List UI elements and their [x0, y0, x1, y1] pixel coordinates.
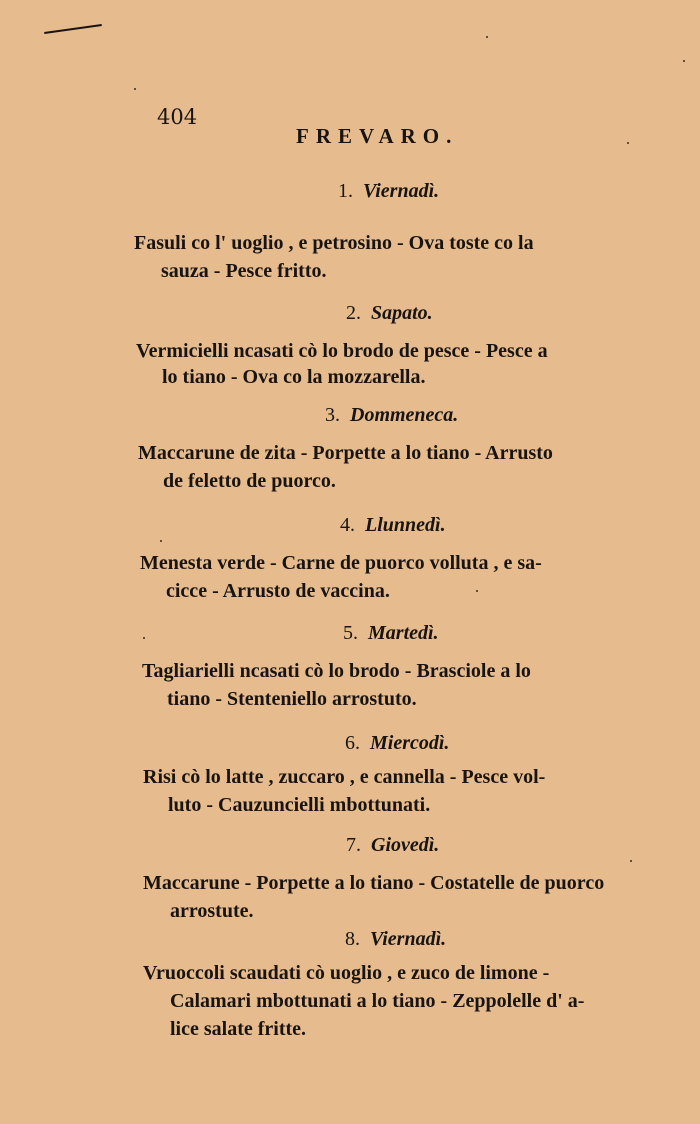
- day-number: 3.: [325, 404, 340, 426]
- menu-line: lice salate fritte.: [170, 1018, 307, 1040]
- month-title: FREVARO.: [296, 124, 459, 148]
- menu-line: Vruoccoli scaudati cò uoglio , e zuco de limone -: [143, 962, 550, 984]
- day-heading: [338, 178, 439, 203]
- day-number: 1.: [338, 180, 353, 202]
- day-name: Viernadì.: [370, 928, 447, 950]
- day-name: Miercodì.: [370, 732, 450, 754]
- day-number: 7.: [346, 834, 361, 856]
- day-heading: [325, 402, 458, 427]
- print-speck: [134, 88, 136, 90]
- day-name: Martedì.: [368, 622, 439, 644]
- print-speck: [630, 860, 632, 862]
- day-name: Dommeneca.: [350, 404, 459, 426]
- menu-line: Calamari mbottunati a lo tiano - Zeppolelle d' a-: [170, 990, 585, 1012]
- day-number: 5.: [343, 622, 358, 644]
- menu-line: Maccarune - Porpette a lo tiano - Costatelle de puorco: [143, 872, 605, 894]
- menu-line: Tagliarielli ncasati cò lo brodo - Brasciole a lo: [142, 660, 531, 682]
- menu-line: lo tiano - Ova co la mozzarella.: [162, 366, 426, 388]
- menu-line: de feletto de puorco.: [163, 470, 336, 492]
- menu-line: arrostute.: [170, 900, 254, 922]
- print-speck: [160, 540, 162, 542]
- menu-line: luto - Cauzuncielli mbottunati.: [168, 794, 431, 816]
- day-heading: [345, 926, 446, 951]
- printer-rule: [44, 24, 102, 34]
- day-number: 6.: [345, 732, 360, 754]
- print-speck: [143, 637, 145, 639]
- print-speck: [627, 142, 629, 144]
- print-speck: [476, 590, 478, 592]
- print-speck: [486, 36, 488, 38]
- day-name: Llunnedì.: [365, 514, 446, 536]
- menu-line: Menesta verde - Carne de puorco volluta , e sa-: [140, 552, 542, 574]
- day-number: 8.: [345, 928, 360, 950]
- menu-line: Risi cò lo latte , zuccaro , e cannella - Pesce vol-: [143, 766, 546, 788]
- day-name: Sapato.: [371, 302, 433, 324]
- day-heading: [346, 832, 439, 857]
- print-speck: [683, 60, 685, 62]
- menu-line: Vermicielli ncasati cò lo brodo de pesce - Pesce a: [136, 340, 548, 362]
- day-number: 4.: [340, 514, 355, 536]
- menu-line: sauza - Pesce fritto.: [161, 260, 327, 282]
- day-heading: [343, 620, 439, 645]
- page-number: 404: [157, 105, 198, 129]
- day-heading: [345, 730, 449, 755]
- day-heading: [346, 300, 433, 325]
- menu-line: cicce - Arrusto de vaccina.: [166, 580, 390, 602]
- day-name: Viernadì.: [363, 180, 440, 202]
- menu-line: tiano - Stenteniello arrostuto.: [167, 688, 417, 710]
- menu-line: Fasuli co l' uoglio , e petrosino - Ova toste co la: [134, 232, 534, 254]
- day-name: Giovedì.: [371, 834, 440, 856]
- day-number: 2.: [346, 302, 361, 324]
- menu-line: Maccarune de zita - Porpette a lo tiano - Arrusto: [138, 442, 553, 464]
- day-heading: [340, 512, 446, 537]
